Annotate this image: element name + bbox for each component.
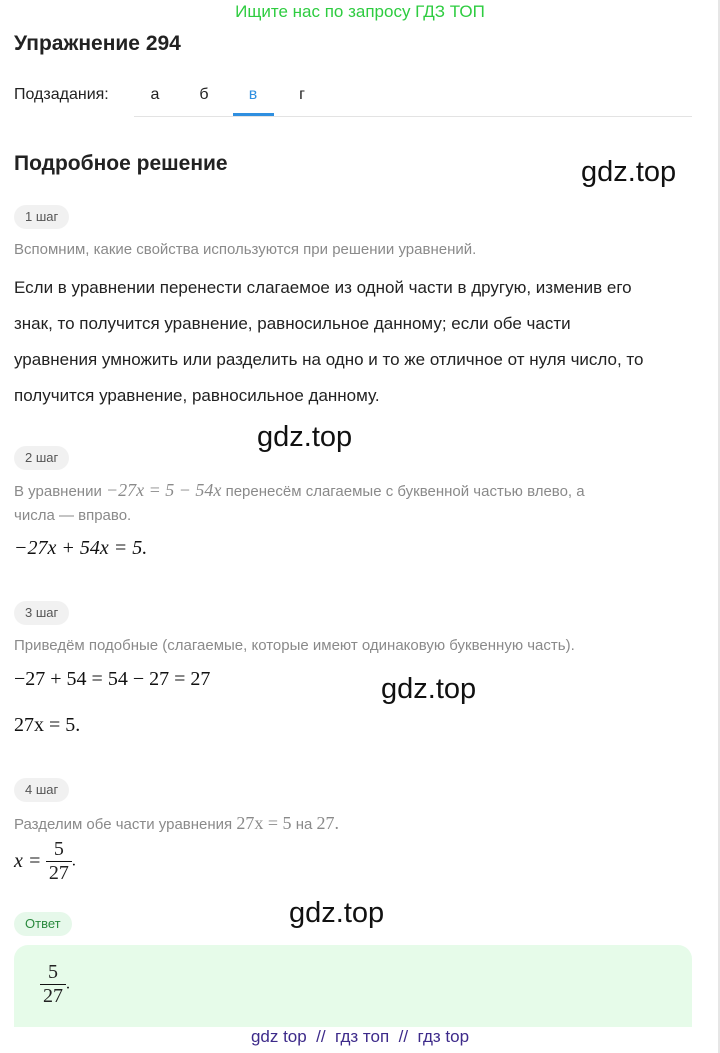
step-badge: 3 шаг (14, 601, 69, 625)
top-note: Ищите нас по запросу ГДЗ ТОП (235, 2, 485, 21)
text-line: Если в уравнении перенести слагаемое из одной части в другую, изменив его (14, 278, 632, 297)
subtasks-label: Подзадания: (14, 86, 109, 103)
active-tab-indicator (233, 113, 274, 116)
step-hint: Вспомним, какие свойства используются при решении уравнений. (14, 241, 477, 258)
denominator: 27 (43, 985, 63, 1007)
watermark: gdz.top (257, 421, 353, 453)
watermark: gdz.top (381, 673, 477, 705)
tab-b[interactable]: б (199, 86, 209, 103)
watermark: gdz.top (581, 156, 677, 188)
subtask-tabs (134, 80, 692, 117)
fraction (40, 961, 66, 1008)
text-line: знак, то получится уравнение, равносильное данному; если обе части (14, 314, 571, 333)
fraction-equation (14, 838, 76, 885)
inline-equation: −27x = 5 − 54x (106, 480, 222, 500)
hint-text: на (295, 816, 313, 833)
step-hint (14, 478, 694, 528)
step-hint: Приведём подобные (слагаемые, которые имеют одинаковую буквенную часть). (14, 637, 575, 654)
fraction (46, 838, 72, 885)
inline-number: 27. (316, 813, 339, 833)
tab-v[interactable]: в (248, 86, 258, 103)
answer-box (14, 945, 692, 1027)
hint-text: В уравнении (14, 483, 102, 500)
watermark: gdz.top (289, 897, 385, 929)
step-badge: 4 шаг (14, 778, 69, 802)
footer-links: gdz top // гдз топ // гдз top (250, 1027, 470, 1046)
step-badge: 1 шаг (14, 205, 69, 229)
answer-fraction-wrap (40, 961, 70, 1008)
step-badge: 2 шаг (14, 446, 69, 470)
hint-text: Разделим обе части уравнения (14, 816, 233, 833)
equation: 27x = 5. (14, 714, 81, 736)
inline-equation: 27x = 5 (236, 813, 292, 833)
step-hint (14, 811, 694, 837)
step-text (14, 270, 704, 414)
section-title: Подробное решение (14, 152, 228, 175)
tab-g[interactable]: г (299, 86, 305, 103)
numerator: 5 (48, 961, 58, 983)
tab-a[interactable]: а (150, 86, 160, 103)
hint-text: перенесём слагаемые с буквенной частью влево, а (225, 483, 585, 500)
period: . (71, 852, 76, 870)
answer-badge: Ответ (14, 912, 72, 936)
denominator: 27 (48, 862, 69, 884)
page-title: Упражнение 294 (14, 32, 181, 55)
equation-lhs: x = (14, 850, 42, 872)
hint-text: числа — вправо. (14, 507, 132, 524)
text-line: получится уравнение, равносильное данному. (14, 386, 380, 405)
numerator: 5 (53, 838, 64, 860)
equation: −27 + 54 = 54 − 27 = 27 (14, 668, 211, 690)
text-line: уравнения умножить или разделить на одно и то же отличное от нуля число, то (14, 350, 644, 369)
equation: −27x + 54x = 5. (14, 537, 148, 559)
period: . (66, 975, 70, 993)
